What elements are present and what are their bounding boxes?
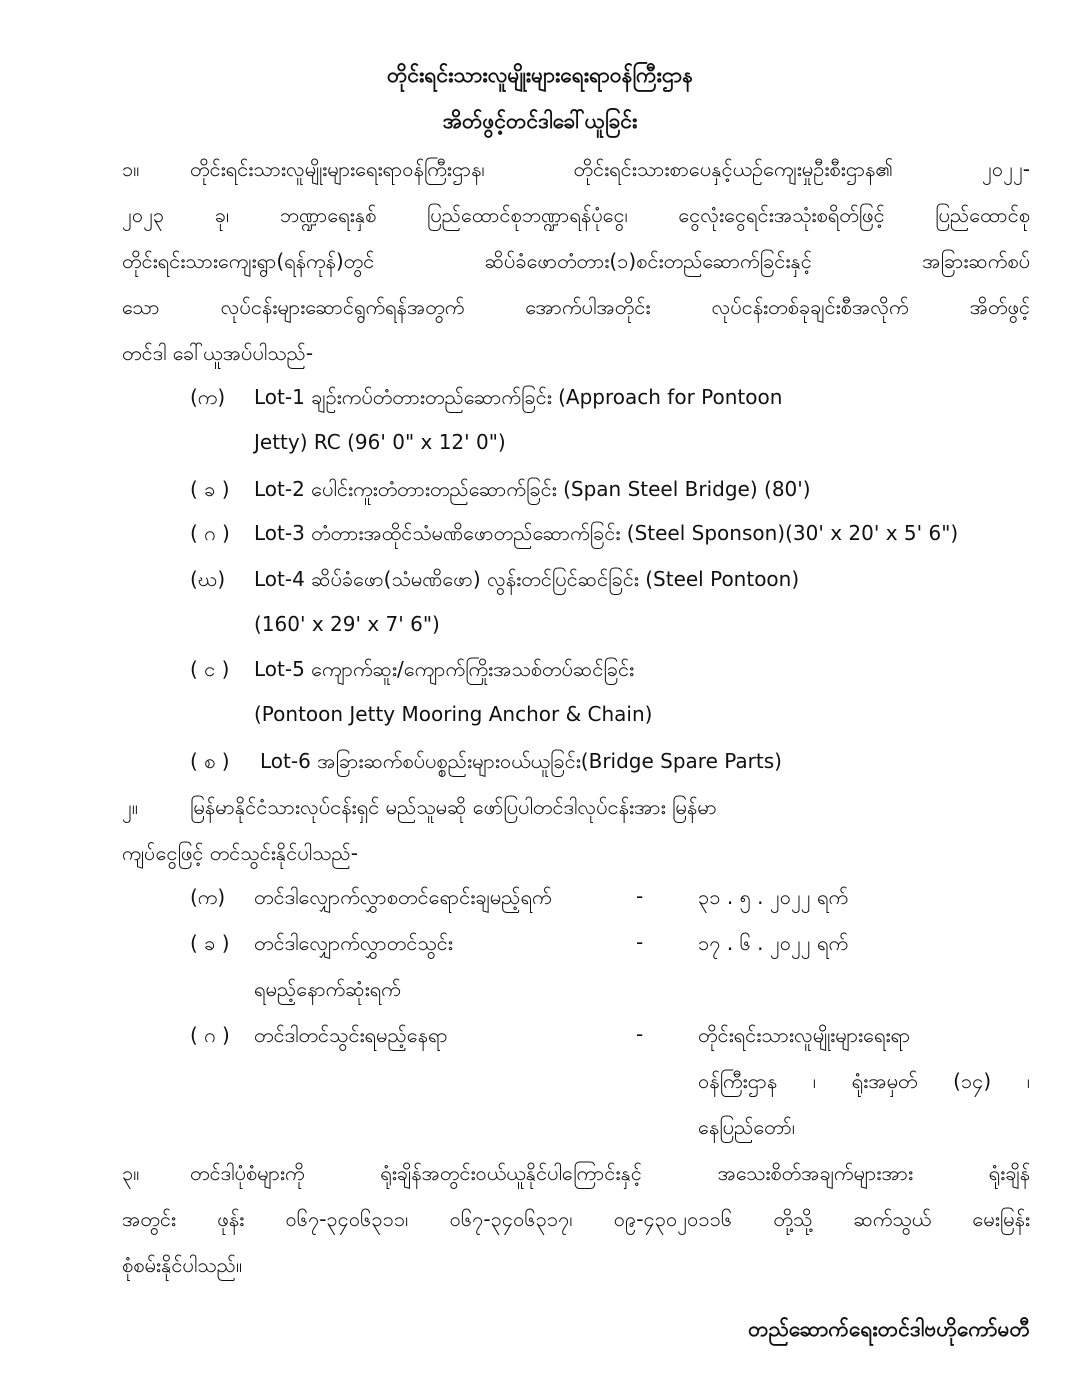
- schedule3-value: တိုင်းရင်းသားလူမျိုးများရေးရာ: [698, 1023, 911, 1047]
- lot5-line1: Lot-5 ကျောက်ဆူး/ကျောက်ကြိုးအသစ်တပ်ဆင်ခြင်း: [254, 657, 635, 681]
- schedule1-value: ၃၁ . ၅ . ၂၀၂၂ ရက်: [698, 885, 849, 909]
- para3-number: ၃။: [122, 1161, 140, 1185]
- schedule2-label: တင်ဒါလျှောက်လွှာတင်သွင်း: [254, 931, 453, 955]
- schedule1-mark: (က): [190, 885, 226, 909]
- lot1-line1: Lot-1 ချဉ်းကပ်တံတားတည်ဆောက်ခြင်း (Approach for Pontoon: [254, 385, 783, 409]
- lot3-line1: Lot-3 တံတားအထိုင်သံမဏိဖောတည်ဆောက်ခြင်း (Steel Sponson)(30' x 20' x 5' 6"): [254, 521, 959, 545]
- para2-line2: ကျပ်ငွေဖြင့် တင်သွင်းနိုင်ပါသည်-: [122, 841, 358, 865]
- lot4-mark: (ဃ): [190, 567, 226, 591]
- lot4-line1: Lot-4 ဆိပ်ခံဖော(သံမဏိဖော) လွန်းတင်ပြင်ဆင်ခြင်း (Steel Pontoon): [254, 567, 800, 591]
- para1-number: ၁။: [122, 157, 140, 181]
- schedule3-mark: ( ဂ ): [190, 1023, 230, 1047]
- lot1-line2: Jetty) RC (96' 0" x 12' 0"): [254, 430, 506, 454]
- lot2-line1: Lot-2 ပေါင်းကူးတံတားတည်ဆောက်ခြင်း (Span Steel Bridge) (80'): [254, 477, 811, 501]
- lot5-mark: ( င ): [190, 657, 230, 681]
- schedule2-mark: ( ခ ): [190, 931, 230, 955]
- schedule1-dash: -: [636, 884, 644, 908]
- schedule3-value3: နေပြည်တော်၊: [698, 1115, 796, 1139]
- schedule3-label: တင်ဒါတင်သွင်းရမည့်နေရာ: [254, 1023, 448, 1047]
- committee-signature: တည်ဆောက်ရေးတင်ဒါဗဟိုကော်မတီ: [748, 1317, 1030, 1341]
- schedule3-value2: ဝန်ကြီးဌာန ၊ ရုံးအမှတ် (၁၄) ၊: [698, 1069, 1030, 1093]
- para2-number: ၂။: [122, 795, 138, 819]
- para3-line1: တင်ဒါပုံစံများကို ရုံးချိန်အတွင်းဝယ်ယူနိုင်ပါကြောင်းနှင့် အသေးစိတ်အချက်များအား ရုံးချိန်: [190, 1161, 1030, 1185]
- lot4-line2: (160' x 29' x 7' 6"): [254, 612, 440, 636]
- schedule2-label2: ရမည့်နောက်ဆုံးရက်: [254, 977, 401, 1001]
- schedule2-dash: -: [636, 930, 644, 954]
- para2-line1: မြန်မာနိုင်ငံသားလုပ်ငန်းရှင် မည်သူမဆို ဖော်ပြပါတင်ဒါလုပ်ငန်းအား မြန်မာ: [190, 795, 717, 819]
- para3-line2: အတွင်း ဖုန်း ၀၆၇-၃၄၀၆၃၁၁၊ ၀၆၇-၃၄၀၆၃၁၇၊ ၀၉-၄၃၀၂၀၁၁၆ တို့သို့ ဆက်သွယ် မေးမြန်း: [122, 1207, 1030, 1231]
- lot5-line2: (Pontoon Jetty Mooring Anchor & Chain): [254, 702, 653, 726]
- para1-line4: သော လုပ်ငန်းများဆောင်ရွက်ရန်အတွက် အောက်ပါအတိုင်း လုပ်ငန်းတစ်ခုချင်းစီအလိုက် အိတ်ဖွင့်: [122, 295, 1030, 319]
- lot2-mark: ( ခ ): [190, 477, 230, 501]
- ministry-title: တိုင်းရင်းသားလူမျိုးများရေးရာဝန်ကြီးဌာန: [386, 63, 694, 87]
- para1-line1: တိုင်းရင်းသားလူမျိုးများရေးရာဝန်ကြီးဌာန၊ တိုင်းရင်းသားစာပေနှင့်ယဉ်ကျေးမှုဦးစီးဌာန၏ ၂၀၂၂-: [190, 157, 1030, 181]
- para1-line5: တင်ဒါ ခေါ်ယူအပ်ပါသည်-: [122, 341, 314, 365]
- lot1-mark: (က): [190, 385, 226, 409]
- lot6-mark: ( စ ): [190, 749, 230, 773]
- schedule1-label: တင်ဒါလျှောက်လွှာစတင်ရောင်းချမည့်ရက်: [254, 885, 552, 909]
- lot3-mark: ( ဂ ): [190, 521, 230, 545]
- para3-line3: စုံစမ်းနိုင်ပါသည်။: [122, 1253, 243, 1277]
- para1-line2: ၂၀၂၃ ခု၊ ဘဏ္ဍာရေးနှစ် ပြည်ထောင်စုဘဏ္ဍာရန်ပုံငွေ၊ ငွေလုံးငွေရင်းအသုံးစရိတ်ဖြင့် ပြည်ထောင်စု: [122, 203, 1030, 227]
- para1-line3: တိုင်းရင်းသားကျေးရွာ(ရန်ကုန်)တွင် ဆိပ်ခံဖောတံတား(၁)စင်းတည်ဆောက်ခြင်းနှင့် အခြားဆက်စပ်: [122, 249, 1030, 273]
- notice-title: အိတ်ဖွင့်တင်ဒါခေါ်ယူခြင်း: [442, 109, 638, 133]
- schedule3-dash: -: [636, 1022, 644, 1046]
- schedule2-value: ၁၇ . ၆ . ၂၀၂၂ ရက်: [698, 931, 849, 955]
- lot6-line1: Lot-6 အခြားဆက်စပ်ပစ္စည်းများဝယ်ယူခြင်း(Bridge Spare Parts): [260, 749, 782, 773]
